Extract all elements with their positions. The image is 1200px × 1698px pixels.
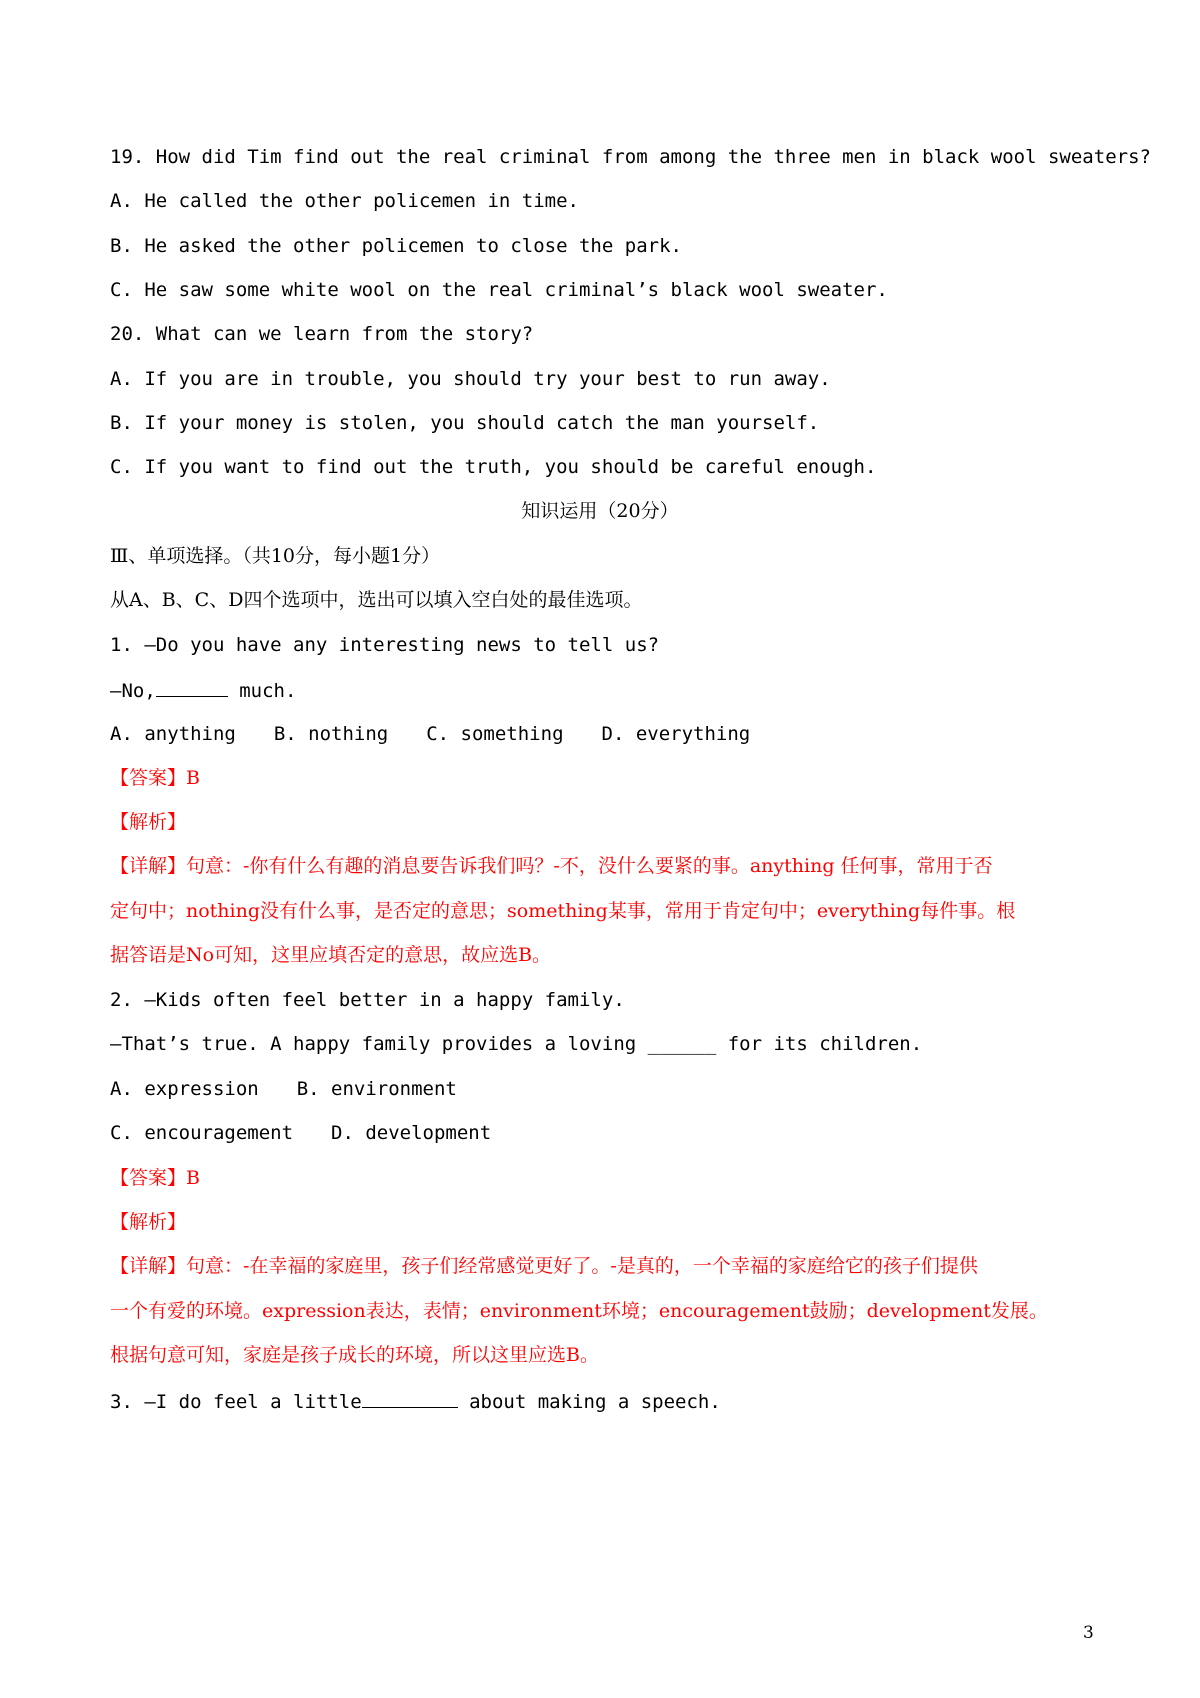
item1-option-c: C. something — [426, 723, 564, 745]
q19-option-a: A. He called the other policemen in time. — [110, 190, 579, 212]
item3-question-start: 3. —I do feel a little — [110, 1391, 362, 1413]
section-title: 知识运用（20分） — [521, 500, 679, 522]
item1-detail-line2: 定句中；nothing没有什么事，是否定的意思；something某事，常用于肯定句中；everything每件事。根 — [110, 900, 1016, 922]
q19-option-b: B. He asked the other policemen to close the park. — [110, 235, 682, 257]
item1-detail-line1: 【详解】句意：-你有什么有趣的消息要告诉我们吗？-不，没什么要紧的事。anything 任何事，常用于否 — [110, 855, 993, 877]
item1-question: 1. —Do you have any interesting news to tell us? — [110, 634, 660, 656]
part3-heading: Ⅲ、单项选择。（共10分，每小题1分） — [110, 545, 441, 567]
item2-reply: —That’s true. A happy family provides a loving ______ for its children. — [110, 1033, 923, 1055]
q19-option-c: C. He saw some white wool on the real criminal’s black wool sweater. — [110, 279, 888, 301]
item2-options-row2 — [110, 1120, 491, 1146]
item2-answer: 【答案】B — [110, 1167, 200, 1189]
page-number: 3 — [1083, 1623, 1094, 1643]
q20-option-c: C. If you want to find out the truth, you should be careful enough. — [110, 456, 877, 478]
item1-option-a: A. anything — [110, 723, 236, 745]
item2-question: 2. —Kids often feel better in a happy family. — [110, 989, 625, 1011]
item2-detail-line3: 根据句意可知，家庭是孩子成长的环境，所以这里应选B。 — [110, 1344, 599, 1366]
item1-analysis: 【解析】 — [110, 811, 187, 833]
item1-reply — [110, 676, 296, 704]
item1-options — [110, 721, 750, 747]
item1-answer: 【答案】B — [110, 767, 200, 789]
item1-option-b: B. nothing — [273, 723, 389, 745]
q20-option-a: A. If you are in trouble, you should try your best to run away. — [110, 368, 831, 390]
item1-reply-start: —No, — [110, 680, 156, 702]
item1-option-d: D. everything — [601, 723, 751, 745]
item2-option-c: C. encouragement — [110, 1122, 294, 1144]
answer-blank — [156, 676, 228, 697]
item2-detail-line2: 一个有爱的环境。expression表达，表情；environment环境；encouragement鼓励；development发展。 — [110, 1300, 1048, 1322]
q20-stem: 20. What can we learn from the story? — [110, 323, 534, 345]
item2-detail-line1: 【详解】句意：-在幸福的家庭里，孩子们经常感觉更好了。-是真的，一个幸福的家庭给它的孩子们提供 — [110, 1255, 978, 1277]
item1-detail-line3: 据答语是No可知，这里应填否定的意思，故应选B。 — [110, 944, 552, 966]
item3-question-end: about making a speech. — [457, 1391, 721, 1413]
q20-option-b: B. If your money is stolen, you should catch the man yourself. — [110, 412, 820, 434]
item2-analysis: 【解析】 — [110, 1211, 187, 1233]
answer-blank — [362, 1387, 458, 1408]
item2-options-row1 — [110, 1076, 457, 1102]
item2-option-d: D. development — [331, 1122, 492, 1144]
item3-question — [110, 1387, 721, 1415]
part3-instruction: 从A、B、C、D四个选项中，选出可以填入空白处的最佳选项。 — [110, 589, 643, 611]
q19-stem: 19. How did Tim find out the real criminal from among the three men in black wool sweaters? — [110, 146, 1151, 168]
item1-reply-end: much. — [227, 680, 297, 702]
item2-option-b: B. environment — [296, 1078, 457, 1100]
item2-option-a: A. expression — [110, 1078, 259, 1100]
